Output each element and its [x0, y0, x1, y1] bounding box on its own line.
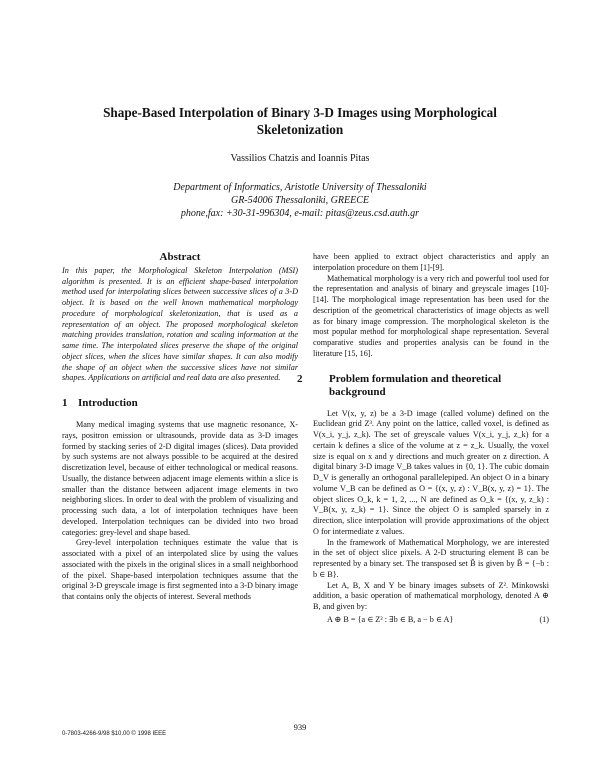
equation-1-formula: A ⊕ B = {a ∈ Z² : ∃b ∈ B, a − b ∈ A} [327, 614, 454, 624]
affiliation [60, 181, 540, 220]
abstract-heading: Abstract [159, 251, 201, 263]
affiliation-address: GR-54006 Thessaloniki, GREECE [230, 195, 370, 206]
section-2-title: Problem formulation and theoretical background [329, 372, 502, 398]
section-2-paragraph-3: Let A, B, X and Y be binary images subsets of Z². Minkowski addition, a basic operation of mathematical morphology, denoted A ⊕ B, and given by: [313, 580, 549, 611]
equation-1-number: (1) [539, 614, 549, 624]
paper-title: Shape-Based Interpolation of Binary 3-D Images using Morphological Skeletonization [103, 105, 497, 137]
copyright-footer: 0-7803-4266-9/98 $10.00 © 1998 IEEE [62, 731, 167, 737]
equation-1 [313, 615, 549, 626]
section-2-heading [297, 372, 549, 399]
right-column [297, 252, 549, 626]
left-column [62, 252, 298, 603]
intro-paragraph-2: Grey-level interpolation techniques estimate the value that is associated with a pixel of an interpolated slice by using the values associated with the pixels in the original slices in a small neighborhood of the pixel. Shape-based interpolation techniques assume that the original 3-D greyscale image is first segmented into a 3-D binary image that contains only the objects of interest. Several methods [62, 538, 298, 601]
section-2-paragraph-1: Let V(x, y, z) be a 3-D image (called volume) defined on the Euclidean grid Z³. Any point on the lattice, called voxel, is defined as V(x_i, y_j, z_k). The set of greyscale values V(x_i, y_j, z_k) for a certain k defines a slice of the volume at z = z_k. Usually, the voxel size is equal on x and y directions and much greater on z direction. A digital binary 3-D image V_B takes values in {0, 1}. The cubic domain D_V is generally an orthogonal parallelepiped. An object O in a binary volume V_B can be defined as O = {(x, y, z) : V_B(x, y, z) = 1}. The object slices O_k, k = 1, 2, ..., N are defined as O_k = {(x, y, z_k) : V_B(x, y, z_k) = 1}. Since the object O is sampled sparsely in z direction, slice interpolation will provide approximations of the object O for intermediate z values. [313, 408, 549, 536]
page-number: 939 [293, 722, 307, 732]
intro-paragraph-1: Many medical imaging systems that use magnetic resonance, X-rays, positron emission or ultrasounds, provide data as 3-D images formed by stacking series of 2-D digital images (slices). Data provided by such systems are not always possible to be acquired at the desired discretization level, because of either technological or medical reasons. Usually, the distance between adjacent image elements within a slice is smaller than the distance between adjacent image elements in two neighboring slices. In order to deal with the problem of visualizing and processing such data, a lot of interpolation techniques have been developed. Interpolation techniques can be divided into two broad categories: grey-level and shape based. [62, 420, 298, 537]
affiliation-department: Department of Informatics, Aristotle University of Thessaloniki [173, 182, 427, 193]
affiliation-contact: phone,fax: +30-31-996304, e-mail: pitas@zeus.csd.auth.gr [180, 208, 420, 219]
section-1-number: 1 [62, 397, 68, 409]
section-2-number: 2 [297, 372, 303, 385]
right-paragraph-1: Mathematical morphology is a very rich and powerful tool used for the representation and analysis of binary and greyscale images [10]-[14]. The morphological image representation has been used for the description of the geometrical characteristics of image objects as well as for binary image compression. The morphological skeleton is the most popular method for morphological shape representation. Several comparative studies and properties analysis can be found in the literature [15, 16]. [313, 273, 549, 358]
section-1-heading [62, 397, 298, 410]
authors: Vassilios Chatzis and Ioannis Pitas [230, 153, 370, 164]
section-1-title: Introduction [78, 397, 138, 409]
abstract-text: In this paper, the Morphological Skeleton Interpolation (MSI) algorithm is presented. It is an efficient shape-based interpolation method used for interpolating slices between successive slices of a 3-D object. It is based on the well known mathematical morphology procedure of morphological skeletonization, that is used as a representation of an object. The proposed morphological skeleton matching provides translation, rotation and scaling information at the same time. The interpolated slices preserve the shape of the original object slices, when the slices have similar shapes. It can also modify the shape of an object when the successive slices have not similar shapes. Applications on artificial and real data are also presented. [62, 265, 298, 383]
right-paragraph-0: have been applied to extract object characteristics and apply an interpolation procedure on them [1]-[9]. [313, 252, 549, 272]
section-2-paragraph-2: In the framework of Mathematical Morphology, we are interested in the set of object slice pixels. A 2-D structuring element B can be represented by a binary set. The transposed set B̌ is given by B̌ = {−b : b ∈ B}. [313, 537, 549, 579]
